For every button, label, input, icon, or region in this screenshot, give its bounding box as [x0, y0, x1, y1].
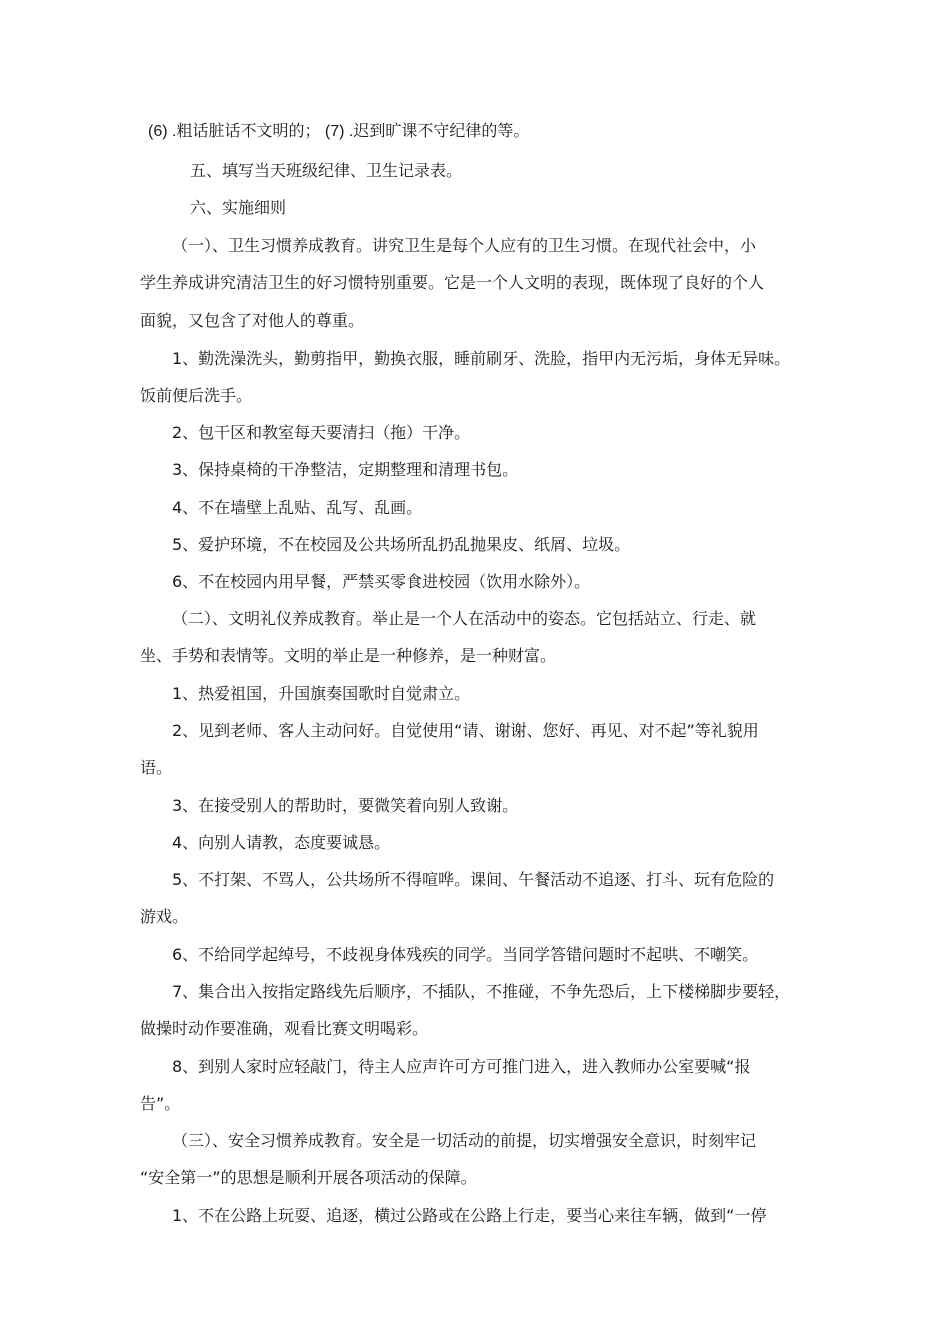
- paragraph-line: 做操时动作要准确，观看比赛文明喝彩。: [140, 1019, 429, 1038]
- paragraph-line: 语。: [140, 758, 173, 777]
- list-item: 3、保持桌椅的干净整洁，定期整理和清理书包。: [172, 460, 519, 479]
- paragraph-line: 游戏。: [140, 907, 189, 926]
- paragraph-line: 学生养成讲究清洁卫生的好习惯特别重要。它是一个人文明的表现，既体现了良好的个人: [140, 273, 765, 292]
- paragraph-line: 面貌，又包含了对他人的尊重。: [140, 311, 365, 330]
- list-item: 5、爱护环境，不在校园及公共场所乱扔乱抛果皮、纸屑、垃圾。: [172, 535, 631, 554]
- list-item: 4、向别人请教，态度要诚恳。: [172, 833, 391, 852]
- section-heading: 六、实施细则: [190, 198, 287, 217]
- list-item: 6、不在校园内用早餐，严禁买零食进校园（饮用水除外）。: [172, 572, 591, 591]
- text-line: 五、填写当天班级纪律、卫生记录表。: [190, 161, 463, 180]
- paragraph-line: 坐、手势和表情等。文明的举止是一种修养，是一种财富。: [140, 646, 557, 665]
- list-item: 1、不在公路上玩耍、追逐，横过公路或在公路上行走，要当心来往车辆，做到“一停: [172, 1206, 767, 1225]
- paragraph-line: “安全第一”的思想是顺利开展各项活动的保障。: [140, 1168, 477, 1187]
- list-item: 5、不打架、不骂人，公共场所不得喧哗。课间、午餐活动不追逐、打斗、玩有危险的: [172, 870, 775, 889]
- text-line: (6) .粗话脏话不文明的； (7) .迟到旷课不守纪律的等。: [148, 123, 530, 140]
- paragraph-line: （一）、卫生习惯养成教育。讲究卫生是每个人应有的卫生习惯。在现代社会中，小: [172, 236, 757, 255]
- list-item: 3、在接受别人的帮助时，要微笑着向别人致谢。: [172, 796, 519, 815]
- list-item: 8、到别人家时应轻敲门，待主人应声许可方可推门进入，进入教师办公室要喊“报: [172, 1057, 751, 1076]
- list-item: 2、见到老师、客人主动问好。自觉使用“请、谢谢、您好、再见、对不起”等礼貌用: [172, 721, 759, 740]
- list-item: 7、集合出入按指定路线先后顺序，不插队，不推碰，不争先恐后，上下楼梯脚步要轻，: [172, 982, 791, 1001]
- paragraph-line: 告”。: [140, 1094, 181, 1113]
- list-item: 4、不在墙壁上乱贴、乱写、乱画。: [172, 498, 423, 517]
- paragraph-line: （二）、文明礼仪养成教育。举止是一个人在活动中的姿态。它包括站立、行走、就: [172, 609, 757, 628]
- list-item: 2、包干区和教室每天要清扫（拖）干净。: [172, 423, 471, 442]
- paragraph-line: 饭前便后洗手。: [140, 386, 253, 405]
- list-item: 1、勤洗澡洗头，勤剪指甲，勤换衣服，睡前刷牙、洗脸，指甲内无污垢，身体无异味。: [172, 349, 791, 368]
- paragraph-line: （三）、安全习惯养成教育。安全是一切活动的前提，切实增强安全意识，时刻牢记: [172, 1131, 757, 1150]
- list-item: 1、热爱祖国，升国旗奏国歌时自觉肃立。: [172, 684, 471, 703]
- list-item: 6、不给同学起绰号，不歧视身体残疾的同学。当同学答错问题时不起哄、不嘲笑。: [172, 945, 759, 964]
